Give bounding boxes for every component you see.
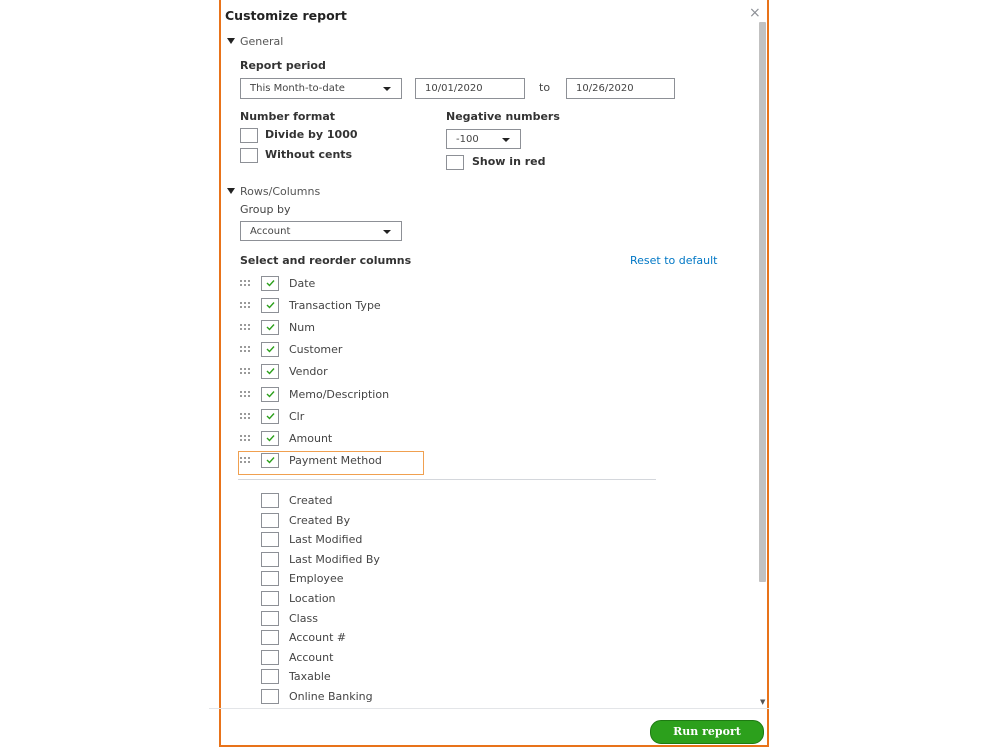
checkmark-icon [266, 367, 275, 375]
show-in-red-label: Show in red [472, 155, 546, 168]
caret-down-icon [227, 38, 235, 44]
drag-handle-icon[interactable] [240, 368, 250, 376]
column-checkbox[interactable] [261, 513, 279, 528]
show-in-red-checkbox[interactable] [446, 155, 464, 170]
section-general-label: General [240, 35, 284, 48]
chevron-down-icon [383, 230, 391, 234]
footer-divider [209, 708, 769, 709]
section-rows-columns-label: Rows/Columns [240, 185, 321, 198]
drag-handle-icon[interactable] [240, 324, 250, 332]
column-label: Payment Method [289, 454, 382, 467]
column-label: Customer [289, 343, 343, 356]
checkmark-icon [266, 323, 275, 331]
column-checkbox[interactable] [261, 431, 279, 446]
column-checkbox[interactable] [261, 611, 279, 626]
drag-handle-icon[interactable] [240, 302, 250, 310]
drag-handle-icon[interactable] [240, 435, 250, 443]
column-label: Class [289, 612, 318, 625]
checkmark-icon [266, 412, 275, 420]
column-label: Last Modified [289, 533, 363, 546]
column-label: Num [289, 321, 315, 334]
column-label: Last Modified By [289, 553, 380, 566]
divide-by-1000-label: Divide by 1000 [265, 128, 358, 141]
group-by-value: Account [250, 226, 291, 237]
column-checkbox[interactable] [261, 364, 279, 379]
negative-numbers-select[interactable] [446, 129, 521, 149]
scrollbar-thumb[interactable] [759, 22, 766, 582]
close-icon[interactable]: × [749, 5, 761, 21]
drag-handle-icon[interactable] [240, 391, 250, 399]
columns-divider [238, 479, 656, 480]
checkmark-icon [266, 279, 275, 287]
column-checkbox[interactable] [261, 409, 279, 424]
chevron-down-icon [383, 87, 391, 91]
column-checkbox[interactable] [261, 298, 279, 313]
column-checkbox[interactable] [261, 276, 279, 291]
column-checkbox[interactable] [261, 493, 279, 508]
column-checkbox[interactable] [261, 320, 279, 335]
select-columns-label: Select and reorder columns [240, 254, 412, 267]
section-rows-columns-toggle[interactable] [227, 185, 320, 198]
drag-handle-icon[interactable] [240, 280, 250, 288]
column-label: Location [289, 592, 336, 605]
column-checkbox[interactable] [261, 689, 279, 704]
column-label: Account [289, 651, 334, 664]
column-checkbox[interactable] [261, 552, 279, 567]
without-cents-label: Without cents [265, 148, 353, 161]
column-label: Created [289, 494, 333, 507]
column-checkbox[interactable] [261, 669, 279, 684]
payment-method-highlight [238, 451, 424, 475]
column-label: Account # [289, 631, 347, 644]
number-format-label: Number format [240, 110, 335, 123]
group-by-label: Group by [240, 203, 291, 216]
caret-down-icon [227, 188, 235, 194]
date-from-input[interactable] [415, 78, 525, 99]
date-from-value: 10/01/2020 [425, 83, 483, 94]
column-label: Employee [289, 572, 344, 585]
report-period-value: This Month-to-date [250, 83, 345, 94]
column-label: Memo/Description [289, 388, 390, 401]
column-label: Taxable [289, 670, 331, 683]
section-general-toggle[interactable] [227, 35, 283, 48]
report-period-label: Report period [240, 59, 326, 72]
column-checkbox[interactable] [261, 650, 279, 665]
column-label: Transaction Type [289, 299, 381, 312]
drag-handle-icon[interactable] [240, 413, 250, 421]
column-label: Created By [289, 514, 351, 527]
column-checkbox[interactable] [261, 532, 279, 547]
checkmark-icon [266, 301, 275, 309]
chevron-down-icon [502, 138, 510, 142]
column-checkbox[interactable] [261, 387, 279, 402]
panel-scroll-area[interactable] [221, 0, 759, 708]
column-checkbox[interactable] [261, 630, 279, 645]
group-by-select[interactable] [240, 221, 402, 241]
date-to-value: 10/26/2020 [576, 83, 634, 94]
run-report-button[interactable]: Run report [650, 720, 764, 744]
dialog-title: Customize report [225, 8, 347, 23]
customize-report-panel [219, 0, 769, 747]
column-label: Online Banking [289, 690, 373, 703]
negative-numbers-label: Negative numbers [446, 110, 560, 123]
scroll-down-icon[interactable]: ▼ [760, 698, 766, 706]
column-checkbox[interactable] [261, 591, 279, 606]
reset-to-default-link[interactable]: Reset to default [630, 254, 718, 267]
checkmark-icon [266, 345, 275, 353]
column-checkbox[interactable] [261, 342, 279, 357]
checkmark-icon [266, 434, 275, 442]
date-range-to-label: to [539, 81, 551, 94]
column-label: Clr [289, 410, 305, 423]
column-label: Vendor [289, 365, 328, 378]
divide-by-1000-checkbox[interactable] [240, 128, 258, 143]
checkmark-icon [266, 390, 275, 398]
negative-numbers-value: -100 [456, 134, 479, 145]
date-to-input[interactable] [566, 78, 675, 99]
drag-handle-icon[interactable] [240, 346, 250, 354]
column-checkbox[interactable] [261, 571, 279, 586]
column-label: Date [289, 277, 316, 290]
without-cents-checkbox[interactable] [240, 148, 258, 163]
report-period-select[interactable] [240, 78, 402, 99]
column-label: Amount [289, 432, 333, 445]
